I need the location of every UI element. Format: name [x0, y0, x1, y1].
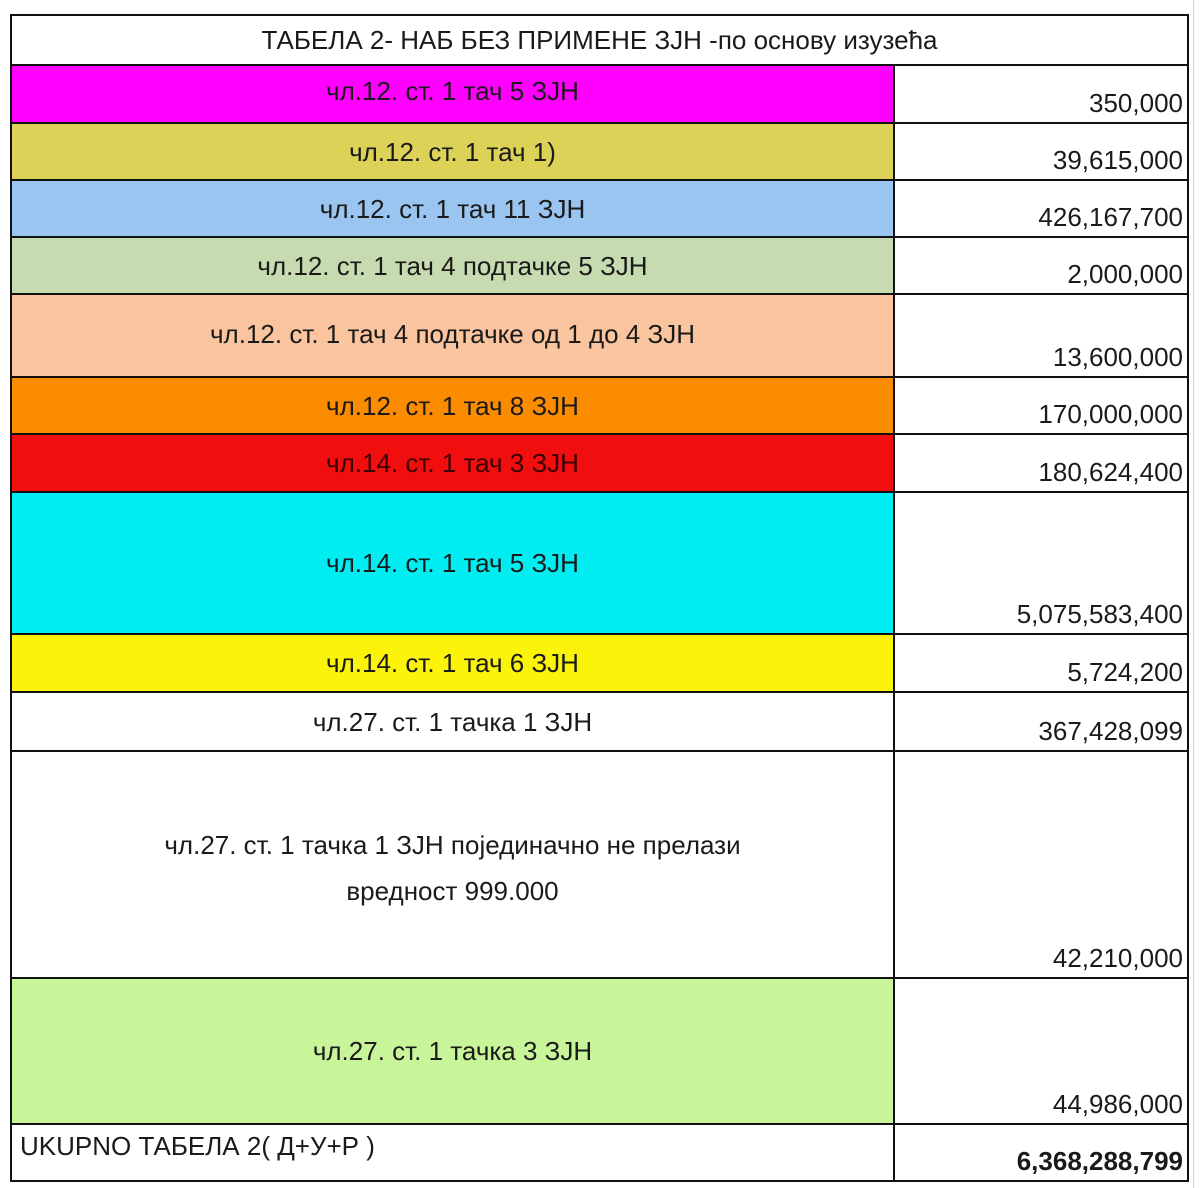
table-row — [11, 377, 1188, 434]
row-value[interactable]: 44,986,000 — [894, 978, 1188, 1124]
row-label[interactable]: чл.14. ст. 1 тач 3 ЗЈН — [11, 434, 894, 492]
row-label[interactable]: чл.14. ст. 1 тач 5 ЗЈН — [11, 492, 894, 634]
table-row — [11, 180, 1188, 237]
row-value[interactable]: 5,075,583,400 — [894, 492, 1188, 634]
total-value[interactable]: 6,368,288,799 — [894, 1124, 1188, 1181]
row-value[interactable]: 5,724,200 — [894, 634, 1188, 692]
row-value[interactable]: 426,167,700 — [894, 180, 1188, 237]
row-value[interactable]: 39,615,000 — [894, 123, 1188, 180]
table-title[interactable]: ТАБЕЛА 2- НАБ БЕЗ ПРИМЕНЕ ЗЈН -по основу изузећа — [11, 15, 1188, 65]
table-title-row — [11, 15, 1188, 65]
table-row — [11, 692, 1188, 751]
row-label-line1: чл.27. ст. 1 тачка 1 ЗЈН појединачно не прелази — [164, 830, 741, 860]
table-row — [11, 978, 1188, 1124]
row-label[interactable]: чл.12. ст. 1 тач 1) — [11, 123, 894, 180]
row-value[interactable]: 42,210,000 — [894, 751, 1188, 978]
table-row — [11, 237, 1188, 294]
total-row — [11, 1124, 1188, 1181]
row-label[interactable]: чл.12. ст. 1 тач 8 ЗЈН — [11, 377, 894, 434]
row-label[interactable]: чл.27. ст. 1 тачка 3 ЗЈН — [11, 978, 894, 1124]
table-row — [11, 492, 1188, 634]
row-label[interactable]: чл.12. ст. 1 тач 4 подтачке 5 ЗЈН — [11, 237, 894, 294]
table-row — [11, 434, 1188, 492]
grid-column-edge — [1193, 0, 1200, 1188]
table-row — [11, 294, 1188, 377]
row-label[interactable] — [11, 751, 894, 978]
row-label[interactable]: чл.12. ст. 1 тач 11 ЗЈН — [11, 180, 894, 237]
row-label-line2: вредност 999.000 — [346, 876, 559, 906]
row-label[interactable]: чл.12. ст. 1 тач 4 подтачке од 1 до 4 ЗЈН — [11, 294, 894, 377]
row-value[interactable]: 13,600,000 — [894, 294, 1188, 377]
row-value[interactable]: 367,428,099 — [894, 692, 1188, 751]
table-row — [11, 123, 1188, 180]
row-label[interactable]: чл.12. ст. 1 тач 5 ЗЈН — [11, 65, 894, 123]
table-row — [11, 751, 1188, 978]
table-row — [11, 634, 1188, 692]
exemptions-table — [10, 14, 1189, 1182]
row-value[interactable]: 180,624,400 — [894, 434, 1188, 492]
row-label[interactable]: чл.14. ст. 1 тач 6 ЗЈН — [11, 634, 894, 692]
row-value[interactable]: 2,000,000 — [894, 237, 1188, 294]
row-value[interactable]: 170,000,000 — [894, 377, 1188, 434]
table-row — [11, 65, 1188, 123]
row-value[interactable]: 350,000 — [894, 65, 1188, 123]
row-label[interactable]: чл.27. ст. 1 тачка 1 ЗЈН — [11, 692, 894, 751]
total-label[interactable]: UKUPNO ТАБЕЛА 2( Д+У+Р ) — [11, 1124, 894, 1181]
